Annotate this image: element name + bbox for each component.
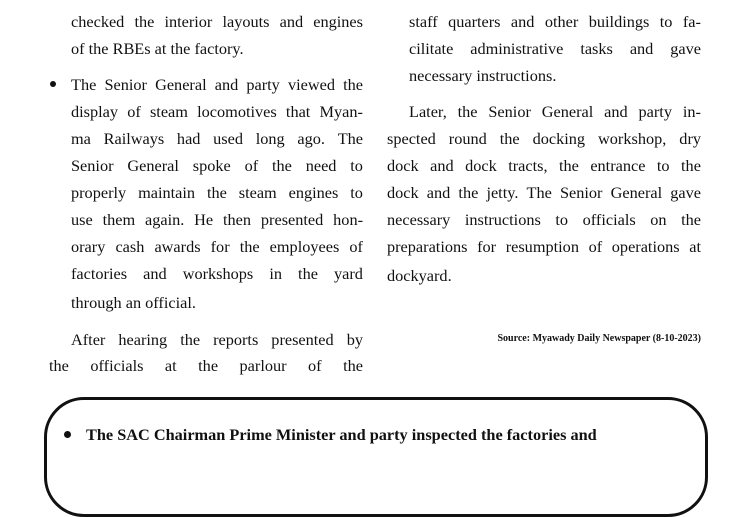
text-line: preparations for resumption of operations at <box>387 237 701 256</box>
text-line: orary cash awards for the employees of <box>71 237 363 256</box>
text-line: dock and the jetty. The Senior General gave <box>387 183 701 202</box>
text-line: the officials at the parlour of the <box>49 356 363 375</box>
text-line: properly maintain the steam engines to <box>71 183 363 202</box>
right-column <box>375 0 750 320</box>
callout-box <box>44 397 708 517</box>
text-line: through an official. <box>71 293 196 312</box>
source-caption: Source: Myawady Daily Newspaper (8-10-2023) <box>497 333 701 344</box>
text-line: use them again. He then presented hon- <box>71 210 363 229</box>
text-line: The Senior General and party viewed the <box>71 75 363 94</box>
text-line: spected round the docking workshop, dry <box>387 129 701 148</box>
text-line: factories and workshops in the yard <box>71 264 363 283</box>
text-line: checked the interior layouts and engines <box>71 12 363 31</box>
callout-text: The SAC Chairman Prime Minister and party inspected the factories and <box>86 425 597 444</box>
text-line: necessary instructions. <box>409 66 557 85</box>
text-line: After hearing the reports presented by <box>71 330 363 349</box>
text-line: staff quarters and other buildings to fa- <box>409 12 701 31</box>
text-line: Later, the Senior General and party in- <box>409 102 701 121</box>
text-line: of the RBEs at the factory. <box>71 39 244 58</box>
text-line: necessary instructions to officials on the <box>387 210 701 229</box>
bullet-icon <box>50 81 56 87</box>
text-line: Senior General spoke of the need to <box>71 156 363 175</box>
text-line: display of steam locomotives that Myan- <box>71 102 363 121</box>
left-column <box>0 0 375 380</box>
text-line: ma Railways had used long ago. The <box>71 129 363 148</box>
text-line: dock and dock tracts, the entrance to the <box>387 156 701 175</box>
bullet-icon <box>64 431 71 438</box>
text-line: dockyard. <box>387 266 452 285</box>
text-line: cilitate administrative tasks and gave <box>409 39 701 58</box>
